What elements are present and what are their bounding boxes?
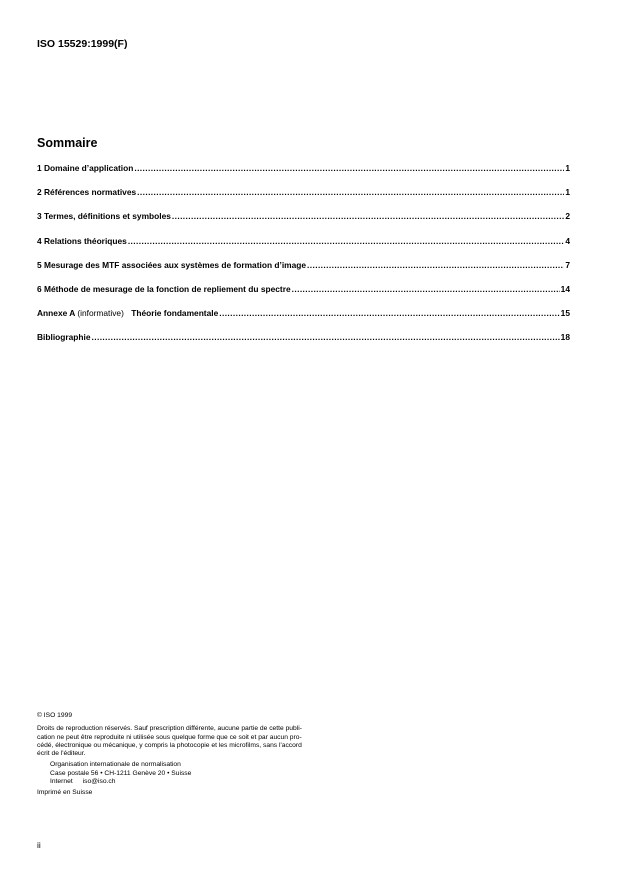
toc-entry[interactable] bbox=[37, 163, 570, 187]
toc-entry-label: 3 Termes, définitions et symboles bbox=[37, 211, 171, 222]
printed-in: Imprimé en Suisse bbox=[37, 789, 93, 797]
toc-leader-dots bbox=[137, 187, 564, 197]
copyright-line: © ISO 1999 bbox=[37, 712, 73, 719]
copyright-notice bbox=[37, 712, 382, 798]
toc-leader-dots bbox=[307, 260, 564, 270]
toc-page-number: 15 bbox=[560, 308, 570, 319]
internet-label: Internet bbox=[50, 778, 73, 786]
toc-entry-label: 1 Domaine d’application bbox=[37, 163, 134, 173]
toc-entry-annex[interactable] bbox=[37, 308, 570, 332]
org-internet bbox=[50, 778, 382, 786]
toc-title: Sommaire bbox=[37, 136, 98, 150]
toc-page-number: 1 bbox=[565, 163, 570, 173]
toc-entry-label: 2 Références normatives bbox=[37, 187, 137, 198]
toc-entry-label: 6 Méthode de mesurage de la fonction de repliement du spectre bbox=[37, 283, 291, 294]
toc-entry[interactable] bbox=[37, 236, 570, 260]
toc-entry-label: 4 Relations théoriques bbox=[37, 235, 127, 246]
document-id: ISO 15529:1999(F) bbox=[37, 38, 128, 50]
toc-leader-dots bbox=[128, 236, 565, 246]
toc-entry-label: 5 Mesurage des MTF associées aux systèmes de formation d’image bbox=[37, 259, 307, 270]
toc-entry[interactable] bbox=[37, 187, 570, 211]
page-number: ii bbox=[37, 840, 41, 850]
toc-entry[interactable] bbox=[37, 211, 570, 235]
rights-line: cation ne peut être reproduite ni utilisée sous quelque forme que ce soit et par aucun pro- bbox=[37, 733, 302, 741]
toc-leader-dots bbox=[92, 332, 560, 342]
rights-text bbox=[37, 725, 382, 758]
internet-email[interactable]: iso@iso.ch bbox=[82, 778, 116, 786]
rights-line: écrit de l'éditeur. bbox=[37, 750, 86, 758]
toc-page-number: 4 bbox=[565, 235, 570, 246]
annex-title: Théorie fondamentale bbox=[131, 308, 219, 319]
toc-entry-label: Bibliographie bbox=[37, 332, 91, 343]
toc-entry-label bbox=[37, 308, 218, 318]
toc-entry[interactable] bbox=[37, 284, 570, 308]
toc-leader-dots bbox=[292, 284, 560, 294]
toc-entry[interactable] bbox=[37, 332, 570, 356]
table-of-contents bbox=[37, 163, 570, 357]
toc-page-number: 2 bbox=[565, 211, 570, 222]
rights-line: Droits de reproduction réservés. Sauf prescription différente, aucune partie de cette publi- bbox=[37, 725, 302, 733]
org-name: Organisation internationale de normalisation bbox=[50, 761, 181, 769]
toc-page-number: 18 bbox=[560, 332, 570, 343]
toc-leader-dots bbox=[172, 211, 564, 221]
toc-page-number: 7 bbox=[565, 259, 570, 270]
org-postal-address: Case postale 56 • CH-1211 Genève 20 • Suisse bbox=[50, 769, 192, 777]
toc-page-number: 1 bbox=[565, 187, 570, 198]
organization-address bbox=[37, 761, 382, 786]
toc-entry[interactable] bbox=[37, 260, 570, 284]
toc-leader-dots bbox=[219, 308, 559, 318]
annex-type: (informative) bbox=[77, 308, 124, 319]
annex-label: Annexe A bbox=[37, 308, 76, 319]
toc-page-number: 14 bbox=[560, 283, 570, 294]
rights-line: cédé, électronique ou mécanique, y compris la photocopie et les microfilms, sans l'accord bbox=[37, 741, 302, 749]
toc-leader-dots bbox=[134, 163, 564, 173]
